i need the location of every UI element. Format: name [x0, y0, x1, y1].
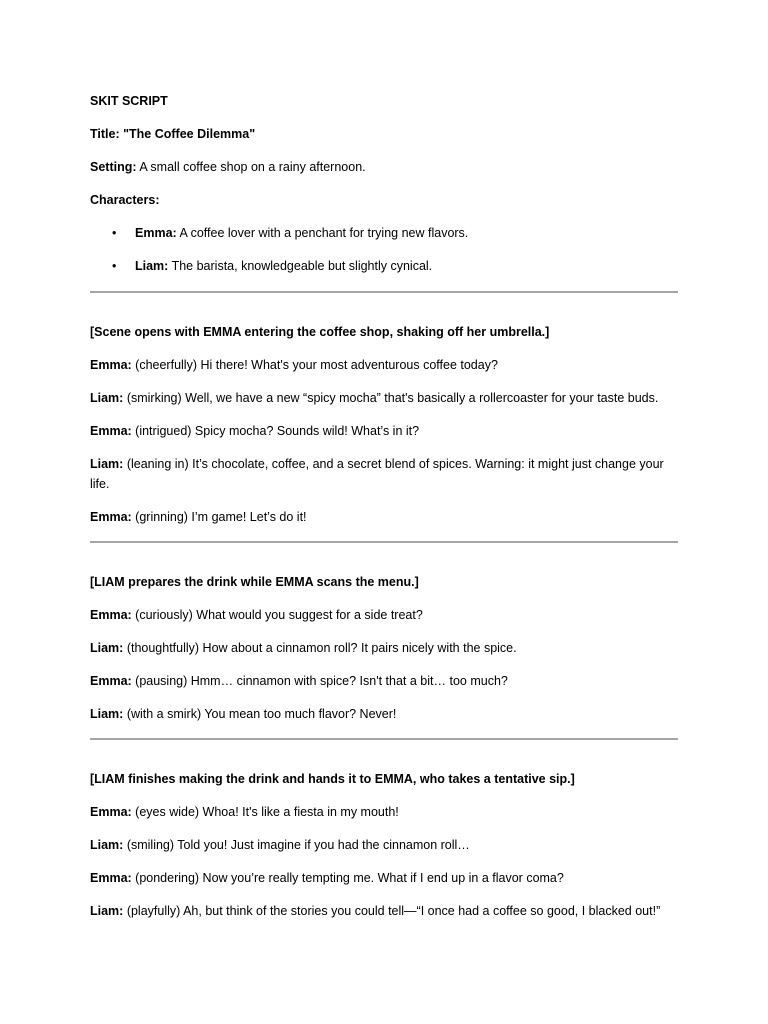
dialogue-text: (curiously) What would you suggest for a side treat?: [131, 608, 423, 622]
section-divider: [90, 291, 678, 293]
speaker-name: Liam:: [90, 707, 124, 721]
stage-direction: [LIAM prepares the drink while EMMA scans the menu.]: [90, 575, 419, 589]
section-divider: [90, 541, 678, 543]
speaker-name: Liam:: [90, 457, 124, 471]
speaker-name: Emma:: [90, 805, 132, 819]
dialogue-line: [90, 803, 678, 823]
dialogue-line: [90, 869, 678, 889]
dialogue-line: [90, 389, 678, 409]
dialogue-line: [90, 356, 678, 376]
title-label: Title:: [90, 127, 120, 141]
dialogue-line: [90, 672, 678, 692]
speaker-name: Emma:: [90, 424, 132, 438]
dialogue-text: (with a smirk) You mean too much flavor? Never!: [123, 707, 397, 721]
dialogue-line: [90, 902, 678, 922]
bullet-icon: •: [112, 259, 117, 273]
character-name: Liam:: [135, 259, 169, 273]
section-divider: [90, 738, 678, 740]
dialogue-line: [90, 422, 678, 442]
stage-direction: [LIAM finishes making the drink and hands it to EMMA, who takes a tentative sip.]: [90, 772, 575, 786]
setting-value: A small coffee shop on a rainy afternoon.: [136, 160, 366, 174]
bullet-icon: •: [112, 226, 117, 240]
characters-label: Characters:: [90, 193, 160, 207]
speaker-name: Emma:: [90, 510, 132, 524]
character-desc: A coffee lover with a penchant for trying new flavors.: [176, 226, 469, 240]
dialogue-line: [90, 606, 678, 626]
character-desc: The barista, knowledgeable but slightly cynical.: [168, 259, 433, 273]
dialogue-line: [90, 705, 678, 725]
dialogue-line: [90, 639, 678, 659]
speaker-name: Liam:: [90, 838, 124, 852]
character-name: Emma:: [135, 226, 177, 240]
doc-heading: SKIT SCRIPT: [90, 94, 168, 108]
dialogue-text: (cheerfully) Hi there! What's your most adventurous coffee today?: [131, 358, 498, 372]
title-line: [90, 125, 678, 145]
dialogue-text: (pausing) Hmm… cinnamon with spice? Isn't that a bit… too much?: [131, 674, 508, 688]
dialogue-text: (grinning) I’m game! Let’s do it!: [131, 510, 307, 524]
dialogue-line: [90, 508, 678, 528]
speaker-name: Emma:: [90, 608, 132, 622]
title-value: "The Coffee Dilemma": [119, 127, 256, 141]
speaker-name: Liam:: [90, 641, 124, 655]
dialogue-text: (thoughtfully) How about a cinnamon roll? It pairs nicely with the spice.: [123, 641, 517, 655]
dialogue-line: [90, 455, 678, 494]
speaker-name: Emma:: [90, 358, 132, 372]
speaker-name: Liam:: [90, 391, 124, 405]
dialogue-text: (playfully) Ah, but think of the stories you could tell—“I once had a coffee so good, I blacked out!”: [123, 904, 661, 918]
speaker-name: Emma:: [90, 674, 132, 688]
speaker-name: Liam:: [90, 904, 124, 918]
dialogue-text: (smirking) Well, we have a new “spicy mocha” that's basically a rollercoaster for your taste buds.: [123, 391, 659, 405]
speaker-name: Emma:: [90, 871, 132, 885]
dialogue-text: (pondering) Now you’re really tempting me. What if I end up in a flavor coma?: [131, 871, 564, 885]
dialogue-text: (eyes wide) Whoa! It's like a fiesta in my mouth!: [131, 805, 399, 819]
dialogue-line: [90, 836, 678, 856]
dialogue-text: (intrigued) Spicy mocha? Sounds wild! What’s in it?: [131, 424, 420, 438]
dialogue-text: (smiling) Told you! Just imagine if you had the cinnamon roll…: [123, 838, 470, 852]
stage-direction: [Scene opens with EMMA entering the coffee shop, shaking off her umbrella.]: [90, 325, 550, 339]
setting-label: Setting:: [90, 160, 137, 174]
dialogue-text: (leaning in) It’s chocolate, coffee, and a secret blend of spices. Warning: it might just change your life.: [90, 457, 664, 491]
setting-line: [90, 158, 678, 178]
